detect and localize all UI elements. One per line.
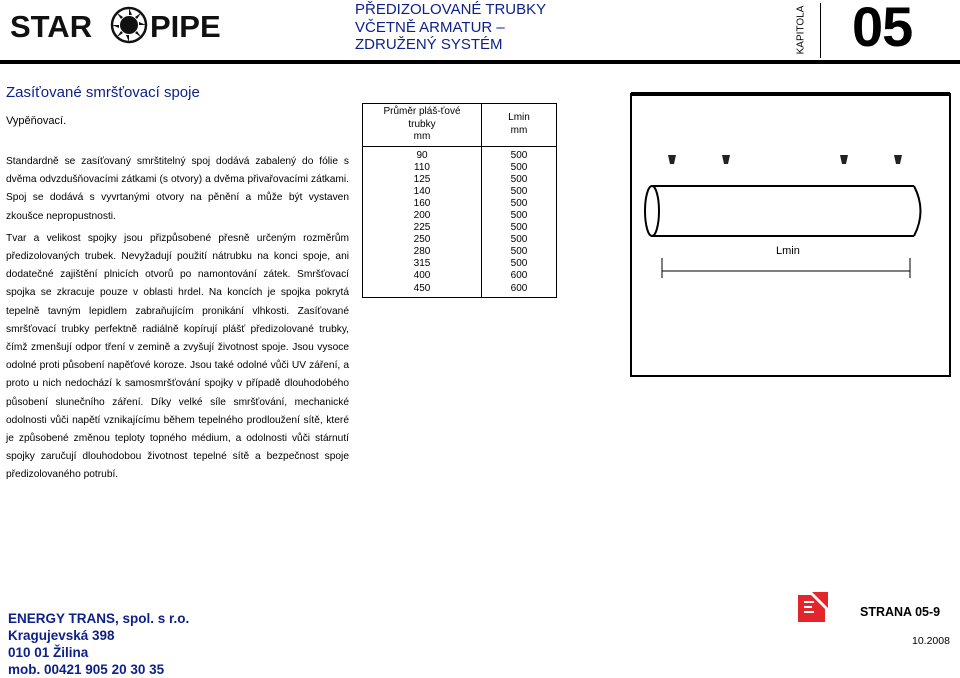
energy-trans-logo-icon	[798, 588, 832, 622]
chapter-number: 05	[852, 0, 913, 58]
logo-ball-icon	[112, 8, 146, 42]
dimensions-table	[362, 103, 557, 298]
table-row: 90 500	[363, 146, 557, 162]
starpipe-logo	[8, 4, 253, 46]
company-line: 010 01 Žilina	[8, 645, 89, 660]
paragraph: Tvar a velikost spojky jsou přizpůsobené přesně určeným rozměrům předizolovaných trubek. Nevyžadují použití nátrubku na konci spoje, ani dodatečné zajištění plnicích otvorů po namontování zátek. Smršťovací spojka se zkracuje pouze v oblasti hrdel. Na koncích je spojka pokrytá tepelně tavným lepidlem zabraňujícím pronikání vlhkosti. Zasíťované smršťovací trubky perfektně radiálně kopírují plášť předizolované trubky, čímž zmenšují odpor tření v zemině a zvyšují životnost spoje. Jsou vysoce odolné proti působení napěťové koroze. Jsou také odolné vůči UV záření, a proto u nich nedochází k samosmršťování spojky v případě dlouhodobého působení slunečního záření. Díky velké síle smršťování, mechanické odolnosti vůči napětí vznikajícímu během tepelného prodloužení sítě, které je způsobené změnou teploty topného médium, a odolnosti vůči stárnutí spojky zaručují dlouhodobou životnost tepelné sítě a bezpečnost spoje předizolovaného potrubí.	[6, 232, 349, 481]
table-row: 160 500	[363, 198, 557, 210]
title-line: ZDRUŽENÝ SYSTÉM	[355, 36, 503, 53]
joint-diagram	[630, 88, 952, 378]
paragraph: Standardně se zasíťovaný smrštitelný spoj dodává zabalený do fólie s dvěma odvzdušňovacími zátkami (s otvory) a dvěma přivařovacími zátkami. Spoj se dodává s vyvrtanými otvory na pěnění a může být vystaven zkoušce nepropustnosti.	[6, 156, 349, 222]
table-row: 315 500	[363, 258, 557, 270]
company-line: ENERGY TRANS, spol. s r.o.	[8, 611, 190, 626]
header-divider	[820, 3, 821, 58]
document-date: 10.2008	[912, 635, 950, 647]
table-row: 140 500	[363, 186, 557, 198]
table-row: 450 600	[363, 283, 557, 298]
title-line: VČETNĚ ARMATUR –	[355, 18, 505, 36]
chapter-label: KAPITOLA	[795, 5, 807, 55]
document-title	[355, 1, 546, 54]
body-text	[6, 153, 349, 485]
table-row: 400 600	[363, 270, 557, 282]
title-line: PŘEDIZOLOVANÉ TRUBKY	[355, 1, 547, 18]
table-row: 225 500	[363, 222, 557, 234]
dimension-label: Lmin	[776, 245, 800, 257]
table-row: 250 500	[363, 234, 557, 246]
table-row: 280 500	[363, 246, 557, 258]
table-row: 110 500	[363, 162, 557, 174]
page-number: STRANA 05-9	[860, 605, 941, 619]
table-row: 200 500	[363, 210, 557, 222]
company-line: Kragujevská 398	[8, 628, 115, 643]
section-title: Zasíťované smršťovací spoje	[6, 84, 200, 101]
company-line: mob. 00421 905 20 30 35	[8, 662, 165, 677]
header-diameter: Průměr pláš-ťové trubky mm	[363, 104, 482, 147]
header-lmin: Lmin mm	[482, 104, 557, 147]
logo-word-star: STAR	[10, 9, 93, 44]
table-header-row	[363, 104, 557, 147]
company-address	[8, 610, 189, 678]
header-rule	[0, 60, 960, 64]
section-intro: Vypěňovací.	[6, 115, 67, 127]
logo-word-pipe: PIPE	[150, 9, 221, 44]
table-row: 125 500	[363, 174, 557, 186]
